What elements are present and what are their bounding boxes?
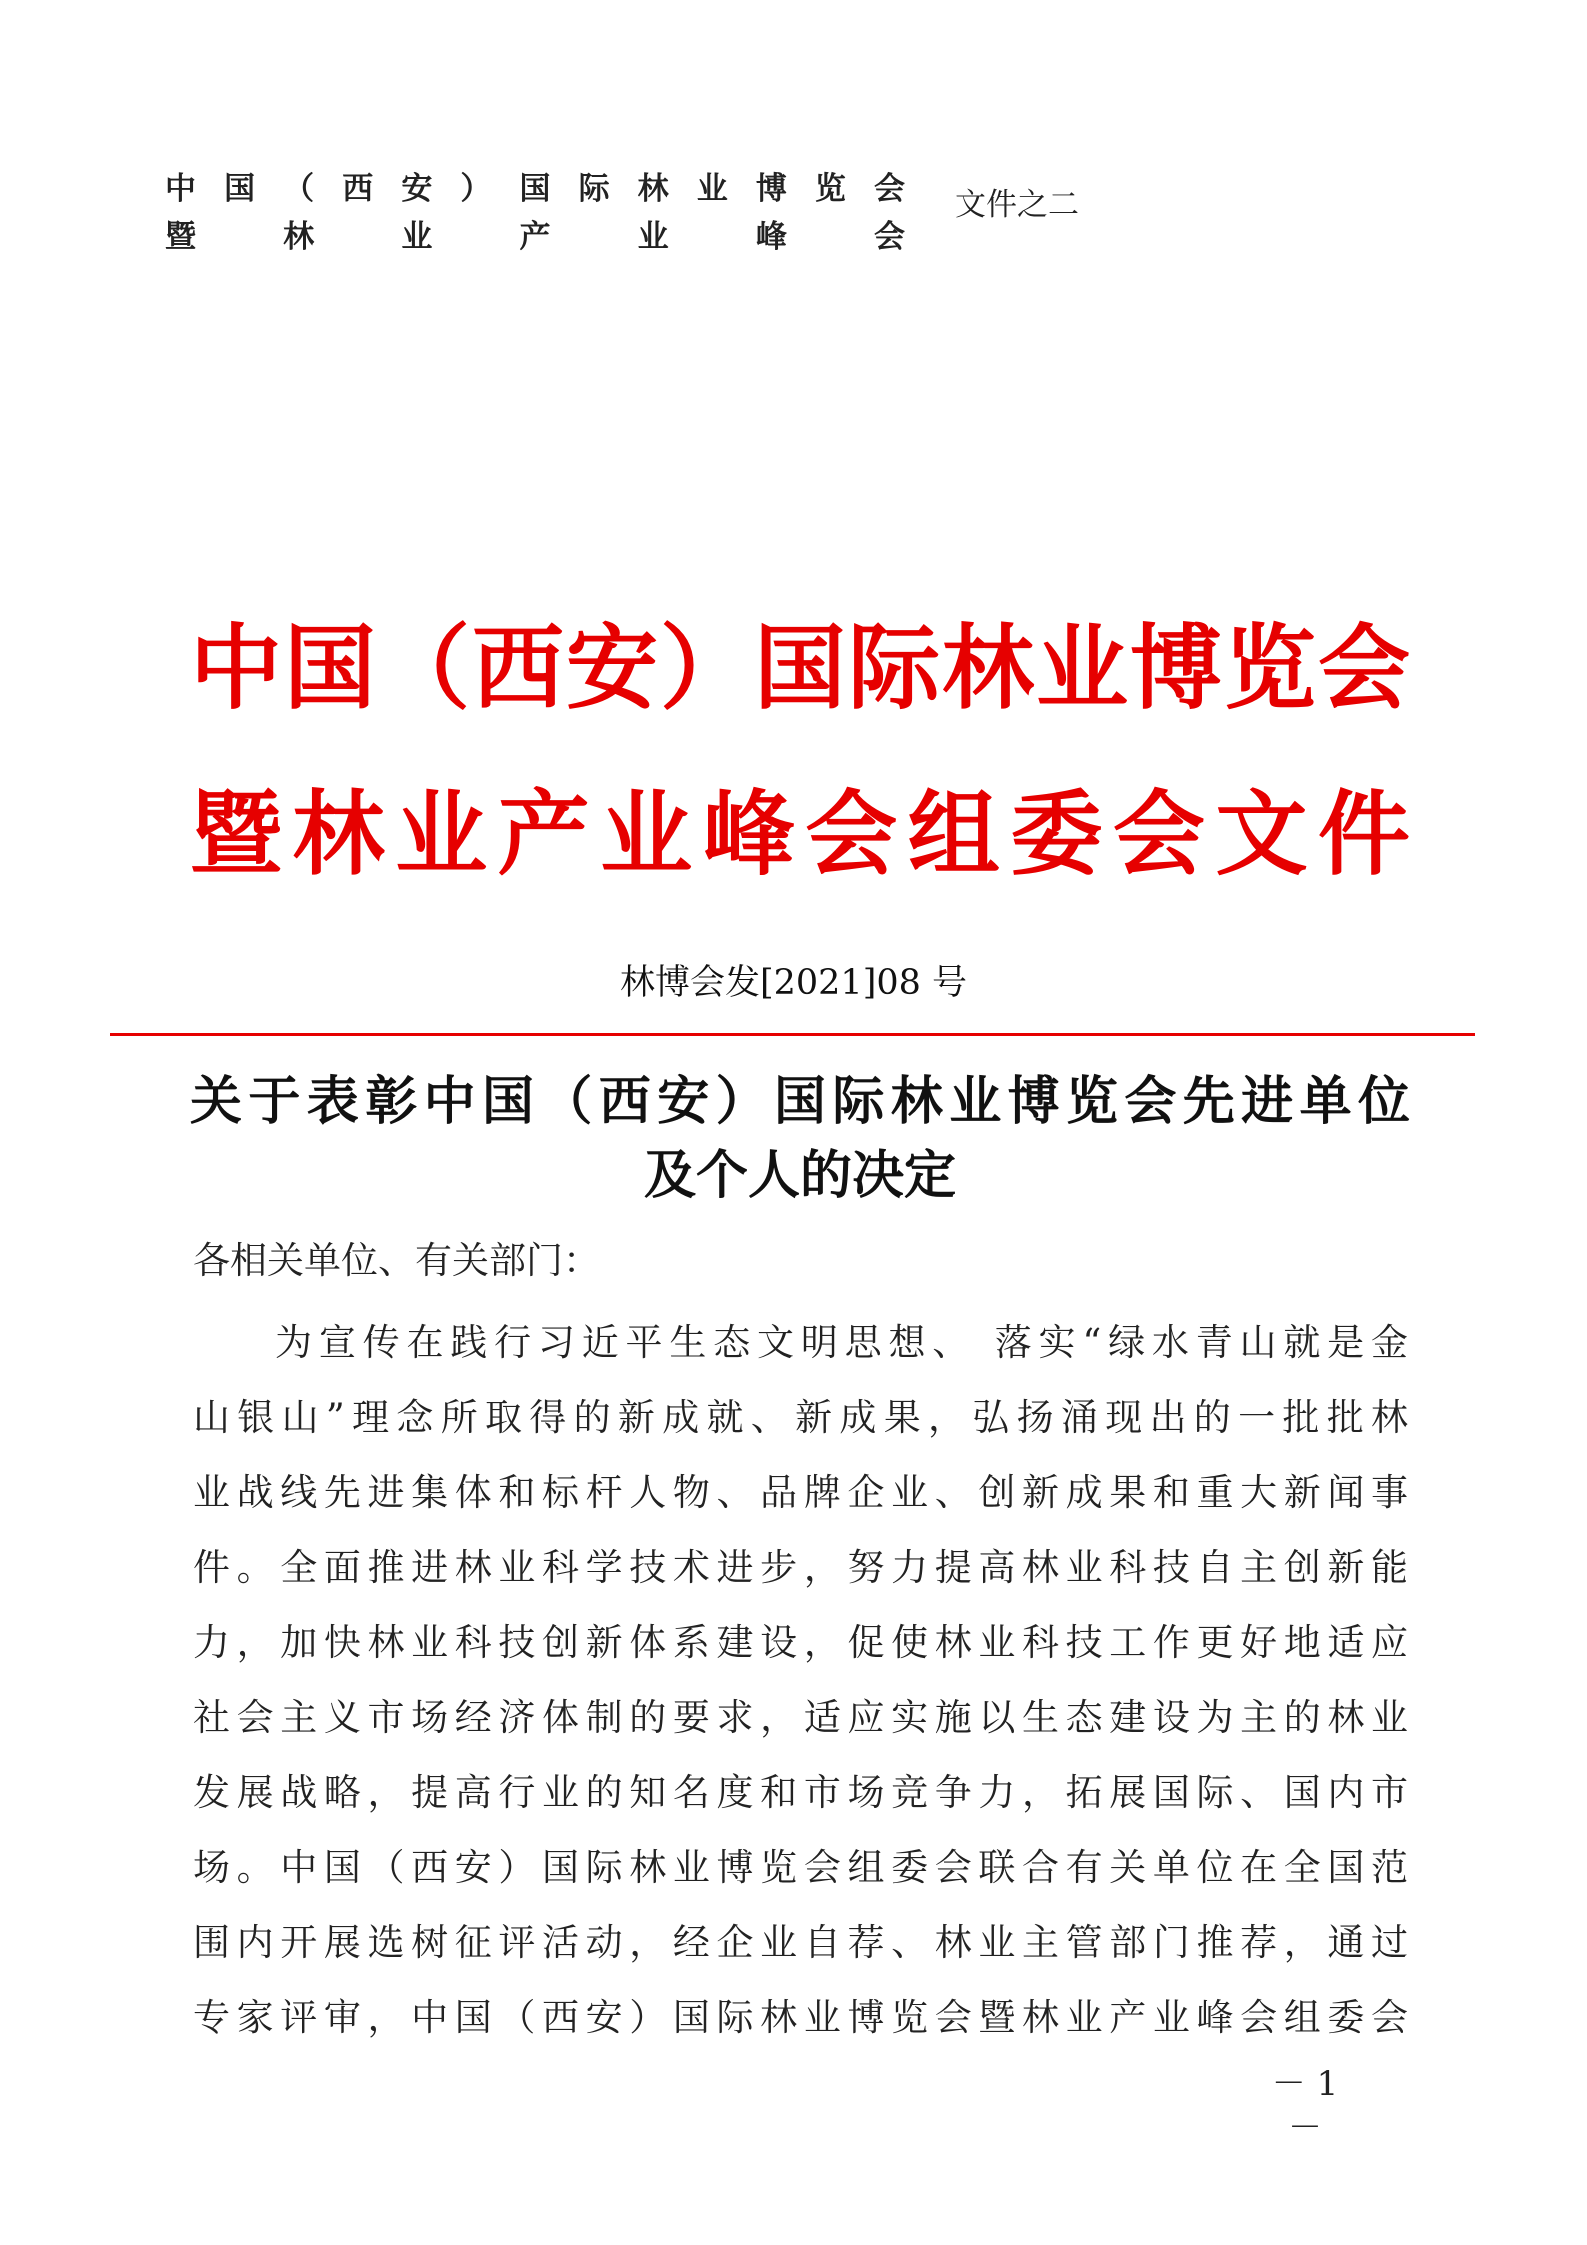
body-line: 发展战略，提高行业的知名度和市场竞争力，拓展国际、国内市 <box>193 1771 1408 1814</box>
decision-title-line-1: 关于表彰中国（西安）国际林业博览会先进单位 <box>190 1071 1410 1132</box>
issuer-line-2: 暨林业产业峰会 <box>165 219 905 255</box>
issuer-header <box>165 165 905 261</box>
body-line: 专家评审，中国（西安）国际林业博览会暨林业产业峰会组委会 <box>193 1996 1408 2039</box>
red-divider-line <box>110 1033 1475 1036</box>
body-line: 社会主义市场经济体制的要求，适应实施以生态建设为主的林业 <box>193 1696 1408 1739</box>
document-number: 林博会发[2021]08 号 <box>619 963 968 1003</box>
main-title-line-1: 中国（西安）国际林业博览会 <box>190 615 1410 722</box>
main-title-line-2: 暨林业产业峰会组委会文件 <box>190 781 1410 888</box>
body-line: 山银山”理念所取得的新成就、新成果，弘扬涌现出的一批批林 <box>193 1396 1408 1439</box>
body-line: 力，加快林业科技创新体系建设，促使林业科技工作更好地适应 <box>193 1621 1408 1664</box>
issuer-line-1: 中国（西安）国际林业博览会 <box>165 171 905 207</box>
body-line: 场。中国（西安）国际林业博览会组委会联合有关单位在全国范 <box>193 1846 1408 1889</box>
salutation: 各相关单位、有关部门： <box>193 1239 600 1282</box>
body-paragraph <box>193 1305 1408 2055</box>
page-number: － 1 － <box>1271 2064 1339 2148</box>
doc-series-label: 文件之二 <box>955 187 1079 223</box>
body-line: 围内开展选树征评活动，经企业自荐、林业主管部门推荐，通过 <box>193 1921 1408 1964</box>
body-line: 业战线先进集体和标杆人物、品牌企业、创新成果和重大新闻事 <box>193 1471 1408 1514</box>
body-line: 件。全面推进林业科学技术进步，努力提高林业科技自主创新能 <box>193 1546 1408 1589</box>
body-line: 为宣传在践行习近平生态文明思想、 落实“绿水青山就是金 <box>275 1321 1408 1364</box>
decision-title-line-2: 及个人的决定 <box>643 1145 956 1206</box>
